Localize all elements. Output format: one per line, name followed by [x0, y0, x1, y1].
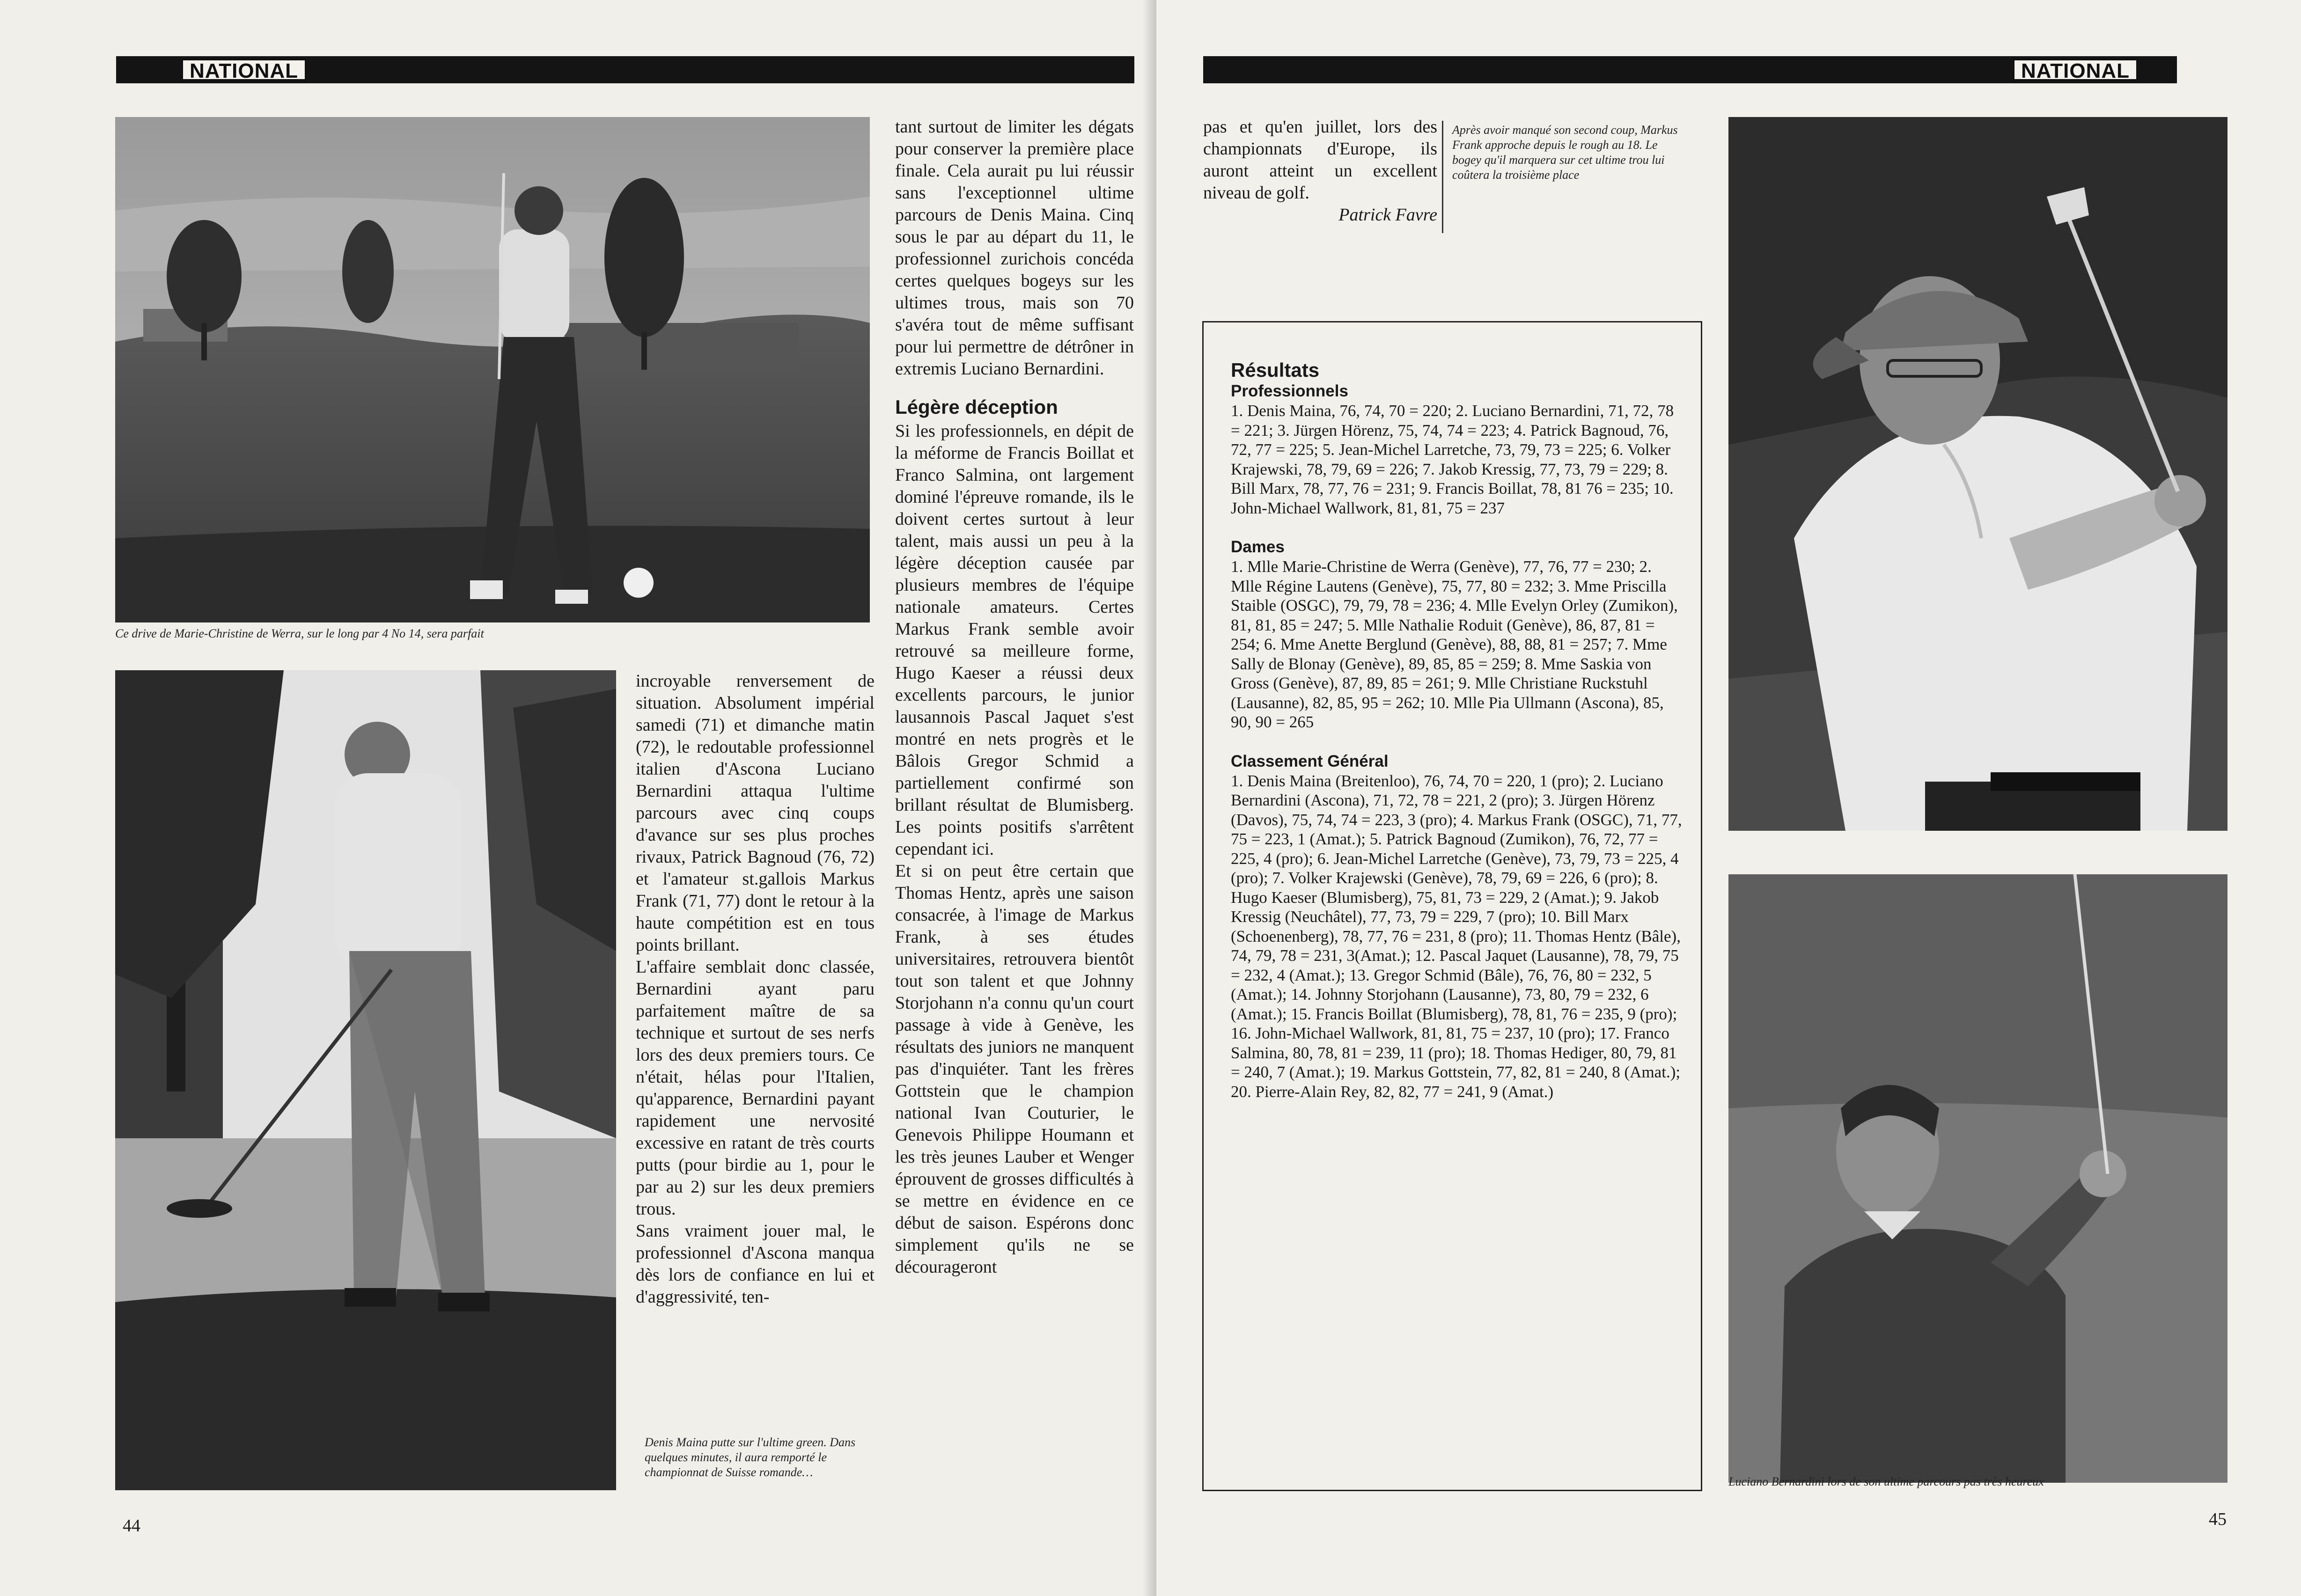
photo-drive-caption: Ce drive de Marie-Christine de Werra, sur le long par 4 No 14, sera parfait [115, 627, 484, 640]
page-number: 44 [123, 1516, 140, 1536]
results-pro-heading: Professionnels [1231, 382, 1348, 400]
photo-drive [115, 117, 870, 622]
column-divider [1442, 121, 1443, 233]
article-column-end [1203, 116, 1437, 226]
article-paragraph: incroyable renversement de situation. Absolument impérial samedi (71) et dimanche matin (72), le redoutable professionnel italien d'Ascona Luciano Bernardini attaqua l'ultime parcours avec cinq coups d'avance sur ses plus proches rivaux, Patrick Bagnoud (76, 72) et l'amateur st.gallois Markus Frank (71, 77) dont le retour à la haute compétition est en tous points brillant. [636, 671, 875, 955]
results-dames-list: 1. Mlle Marie-Christine de Werra (Genève), 77, 76, 77 = 230; 2. Mlle Régine Lautens (Genève), 75, 77, 80 = 232; 3. Mme Priscilla Staible (OSGC), 79, 79, 78 = 236; 4. Mlle Evelyn Orley (Zumikon), 81, 81, 85 = 247; 5. Mlle Nathalie Roduit (Genève), 86, 87, 81 = 254; 6. Mme Anette Berglund (Genève), 88, 88, 81 = 257; 7. Mme Sally de Blonay (Genève), 89, 85, 85 = 259; 8. Mme Saskia von Gross (Genève), 87, 89, 85 = 261; 9. Mlle Christiane Ruckstuhl (Lausanne), 82, 85, 95 = 262; 10. Mlle Pia Ullmann (Ascona), 85, 90, 90 = 265 [1231, 557, 1678, 731]
page-number: 45 [2209, 1509, 2227, 1529]
section-label: NATIONAL [182, 59, 306, 81]
article-column-right [895, 116, 1134, 1278]
article-paragraph: Si les professionnels, en dépit de la méforme de Francis Boillat et Franco Salmina, ont largement dominé l'épreuve romande, ils le doivent certes surtout à leur talent, mais aussi un peu à la légère déception causée par plusieurs membres de l'équipe nationale amateurs. Certes Markus Frank semble avoir retrouvé sa meilleure forme, Hugo Kaeser a réussi deux excellents parcours, le junior lausannois Pascal Jaquet s'est montré en nets progrès et le Bâlois Gregor Schmid a partiellement confirmé son brillant résultat de Blumisberg. Les points positifs s'arrêtent cependant ici. [895, 421, 1134, 859]
section-label: NATIONAL [2013, 59, 2138, 81]
results-general-heading: Classement Général [1231, 752, 1389, 770]
markus-frank-caption: Après avoir manqué son second coup, Markus Frank approche depuis le rough au 18. Le bogey qu'il marquera sur cet ultime trou lui coûtera la troisième place [1452, 123, 1678, 182]
article-paragraph: pas et qu'en juillet, lors des championnats d'Europe, ils auront atteint un excellent niveau de golf. [1203, 117, 1437, 203]
article-paragraph: tant surtout de limiter les dégats pour conserver la première place finale. Cela aurait pu lui réussir sans l'exceptionnel ultime parcours de Denis Maina. Cinq sous le par au départ du 11, le professionnel zurichois concéda certes quelques bogeys sur les ultimes trous, mais son 70 s'avéra tout de même suffisant pour lui permettre de détrôner in extremis Luciano Bernardini. [895, 117, 1134, 379]
article-paragraph: Sans vraiment jouer mal, le professionnel d'Ascona manqua dès lors de confiance en lui et d'aggressivité, ten- [636, 1221, 875, 1307]
photo-bernardini-caption: Luciano Bernardini lors de son ultime parcours pas très heureux [1728, 1475, 2044, 1488]
article-subheading: Légère déception [895, 396, 1058, 418]
photo-bernardini [1728, 874, 2227, 1483]
article-column-middle [636, 670, 875, 1308]
photo-markus-frank [1728, 117, 2227, 831]
right-page [1156, 0, 2301, 1596]
results-title: Résultats [1231, 359, 1320, 381]
photo-putt [115, 670, 616, 1490]
article-author: Patrick Favre [1338, 205, 1437, 225]
results-box [1202, 321, 1702, 1491]
article-paragraph: L'affaire semblait donc classée, Bernardini ayant paru parfaitement maître de sa technique et surtout de ses nerfs lors des deux premiers tours. Ce n'était, hélas pour l'Italien, qu'apparence, Bernardini payant rapidement une nervosité excessive en ratant de très courts putts (pour birdie au 1, pour le par au 2) sur les deux premiers trous. [636, 957, 875, 1219]
results-dames-heading: Dames [1231, 538, 1285, 556]
photo-putt-caption: Denis Maina putte sur l'ultime green. Dans quelques minutes, il aura remporté le championnat de Suisse romande… [645, 1435, 856, 1479]
results-general-list: 1. Denis Maina (Breitenloo), 76, 74, 70 = 220, 1 (pro); 2. Luciano Bernardini (Ascona), 71, 72, 78 = 221, 2 (pro); 3. Jürgen Hörenz (Davos), 75, 74, 74 = 223, 3 (pro); 4. Markus Frank (OSGC), 71, 77, 75 = 223, 1 (Amat.); 5. Patrick Bagnoud (Zumikon), 76, 72, 77 = 225, 4 (pro); 6. Jean-Michel Larretche (Genève), 73, 79, 73 = 225, 4 (pro); 7. Volker Krajewski (Genève), 78, 79, 69 = 226, 6 (pro); 8. Hugo Kaeser (Blumisberg), 75, 81, 73 = 229, 2 (Amat.); 9. Jakob Kressig (Neuchâtel), 77, 73, 79 = 229, 7 (pro); 10. Bill Marx (Schoenenberg), 78, 77, 76 = 231, 8 (pro); 11. Thomas Hentz (Bâle), 74, 79, 78 = 231, 3(Amat.); 12. Pascal Jaquet (Lausanne), 78, 79, 75 = 232, 4 (Amat.); 13. Gregor Schmid (Bâle), 76, 76, 80 = 232, 5 (Amat.); 14. Johnny Storjohann (Lausanne), 73, 80, 79 = 232, 6 (Amat.); 15. Francis Boillat (Blumisberg), 78, 81, 76 = 235, 9 (pro); 16. John-Michael Wallwork, 81, 81, 75 = 237, 10 (pro); 17. Franco Salmina, 80, 78, 81 = 239, 11 (pro); 18. Thomas Hediger, 80, 79, 81 = 240, 7 (Amat.); 19. Markus Gottstein, 77, 82, 81 = 240, 8 (Amat.); 20. Pierre-Alain Rey, 82, 82, 77 = 241, 9 (Amat.) [1231, 771, 1682, 1101]
article-paragraph: Et si on peut être certain que Thomas Hentz, après une saison consacrée, à l'image de Markus Frank, à ses études universitaires, retrouvera bientôt tout son talent et que Johnny Storjohann n'a connu qu'un court passage à vide à Genève, les résultats des juniors ne manquent pas d'inquiéter. Tant les frères Gottstein que le champion national Ivan Couturier, le Genevois Philippe Houmann et les très jeunes Lauber et Wenger éprouvent de grosses difficultés à se mettre en évidence en ce début de saison. Espérons donc simplement qu'ils ne se décourageront [895, 861, 1134, 1277]
results-pro-list: 1. Denis Maina, 76, 74, 70 = 220; 2. Luciano Bernardini, 71, 72, 78 = 221; 3. Jürgen Hörenz, 75, 74, 74 = 223; 4. Patrick Bagnoud, 76, 72, 77 = 225; 5. Jean-Michel Larretche, 73, 79, 73 = 225; 6. Volker Krajewski, 78, 79, 69 = 226; 7. Jakob Kressig, 77, 73, 79 = 229; 8. Bill Marx, 78, 77, 76 = 231; 9. Francis Boillat, 78, 81 76 = 235; 10. John-Michael Wallwork, 81, 81, 75 = 237 [1231, 402, 1674, 517]
